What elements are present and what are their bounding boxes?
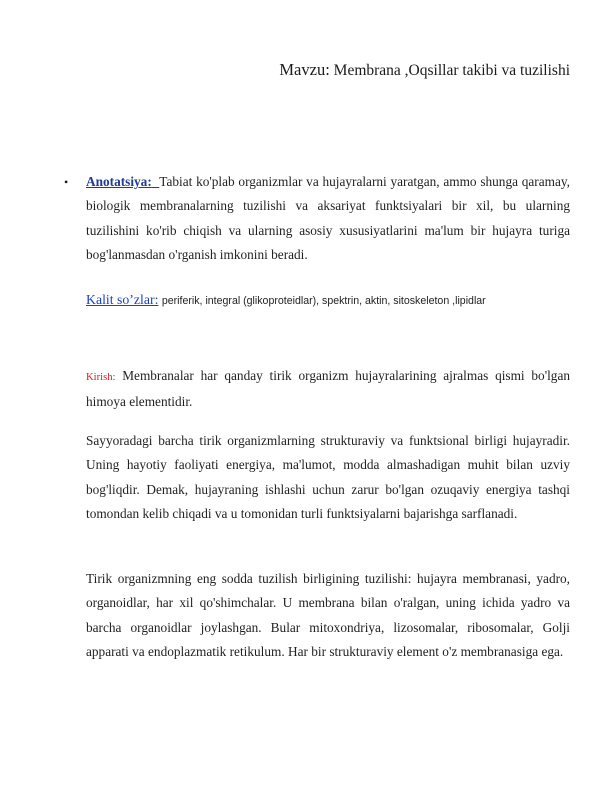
bullet-marker: • xyxy=(64,175,69,189)
title-rest: Membrana ,Oqsillar takibi va tuzilishi xyxy=(329,62,570,79)
keywords-line xyxy=(86,290,486,311)
keywords-text: periferik, integral (glikoproteidlar), spektrin, aktin, sitoskeleton ,lipidlar xyxy=(161,295,486,307)
annotation-paragraph xyxy=(86,170,570,268)
intro-paragraph xyxy=(86,364,570,415)
intro-label: Kirish: xyxy=(86,372,116,383)
intro-text: Membranalar har qanday tirik organizm hujayralarining ajralmas qismi bo'lgan himoya elementidir. xyxy=(86,368,570,410)
page-title xyxy=(279,60,570,80)
annotation-text: Tabiat ko'plab organizmlar va hujayralarni yaratgan, ammo shunga qaramay, biologik membranalarning tuzilishi va aksariyat funktsiyalari bir xil, bu ularning tuzilishini ko'rib chiqish va ularning asosiy xususiyatlarini ma'lum bir hujayra turiga bog'lanmasdan o'rganish imkonini beradi. xyxy=(86,174,570,263)
body-paragraph-2: Tirik organizmning eng sodda tuzilish birligining tuzilishi: hujayra membranasi, yadro, organoidlar, har xil qo'shimchalar. U membrana bilan o'ralgan, uning ichida yadro va barcha organoidlar joylashgan. Bular mitoxondriya, lizosomalar, ribosomalar, Golji apparati va endoplazmatik retikulum. Har bir strukturaviy element o'z membranasiga ega. xyxy=(86,571,570,660)
title-lead: Mavzu: xyxy=(279,60,330,79)
keywords-label: Kalit so’zlar: xyxy=(86,292,159,307)
body-paragraph-1: Sayyoradagi barcha tirik organizmlarning strukturaviy va funktsional birligi hujayradir. Uning hayotiy faoliyati energiya, ma'lumot, modda almashadigan muhit bilan uzviy bog'liqdir. Demak, hujayraning ishlashi uchun zarur bo'lgan ozuqaviy energiya tashqi tomondan kelib chiqadi va u tomonidan turli funktsiyalarni bajarishga sarflanadi. xyxy=(86,433,570,522)
annotation-label: Anotatsiya: xyxy=(86,174,152,189)
